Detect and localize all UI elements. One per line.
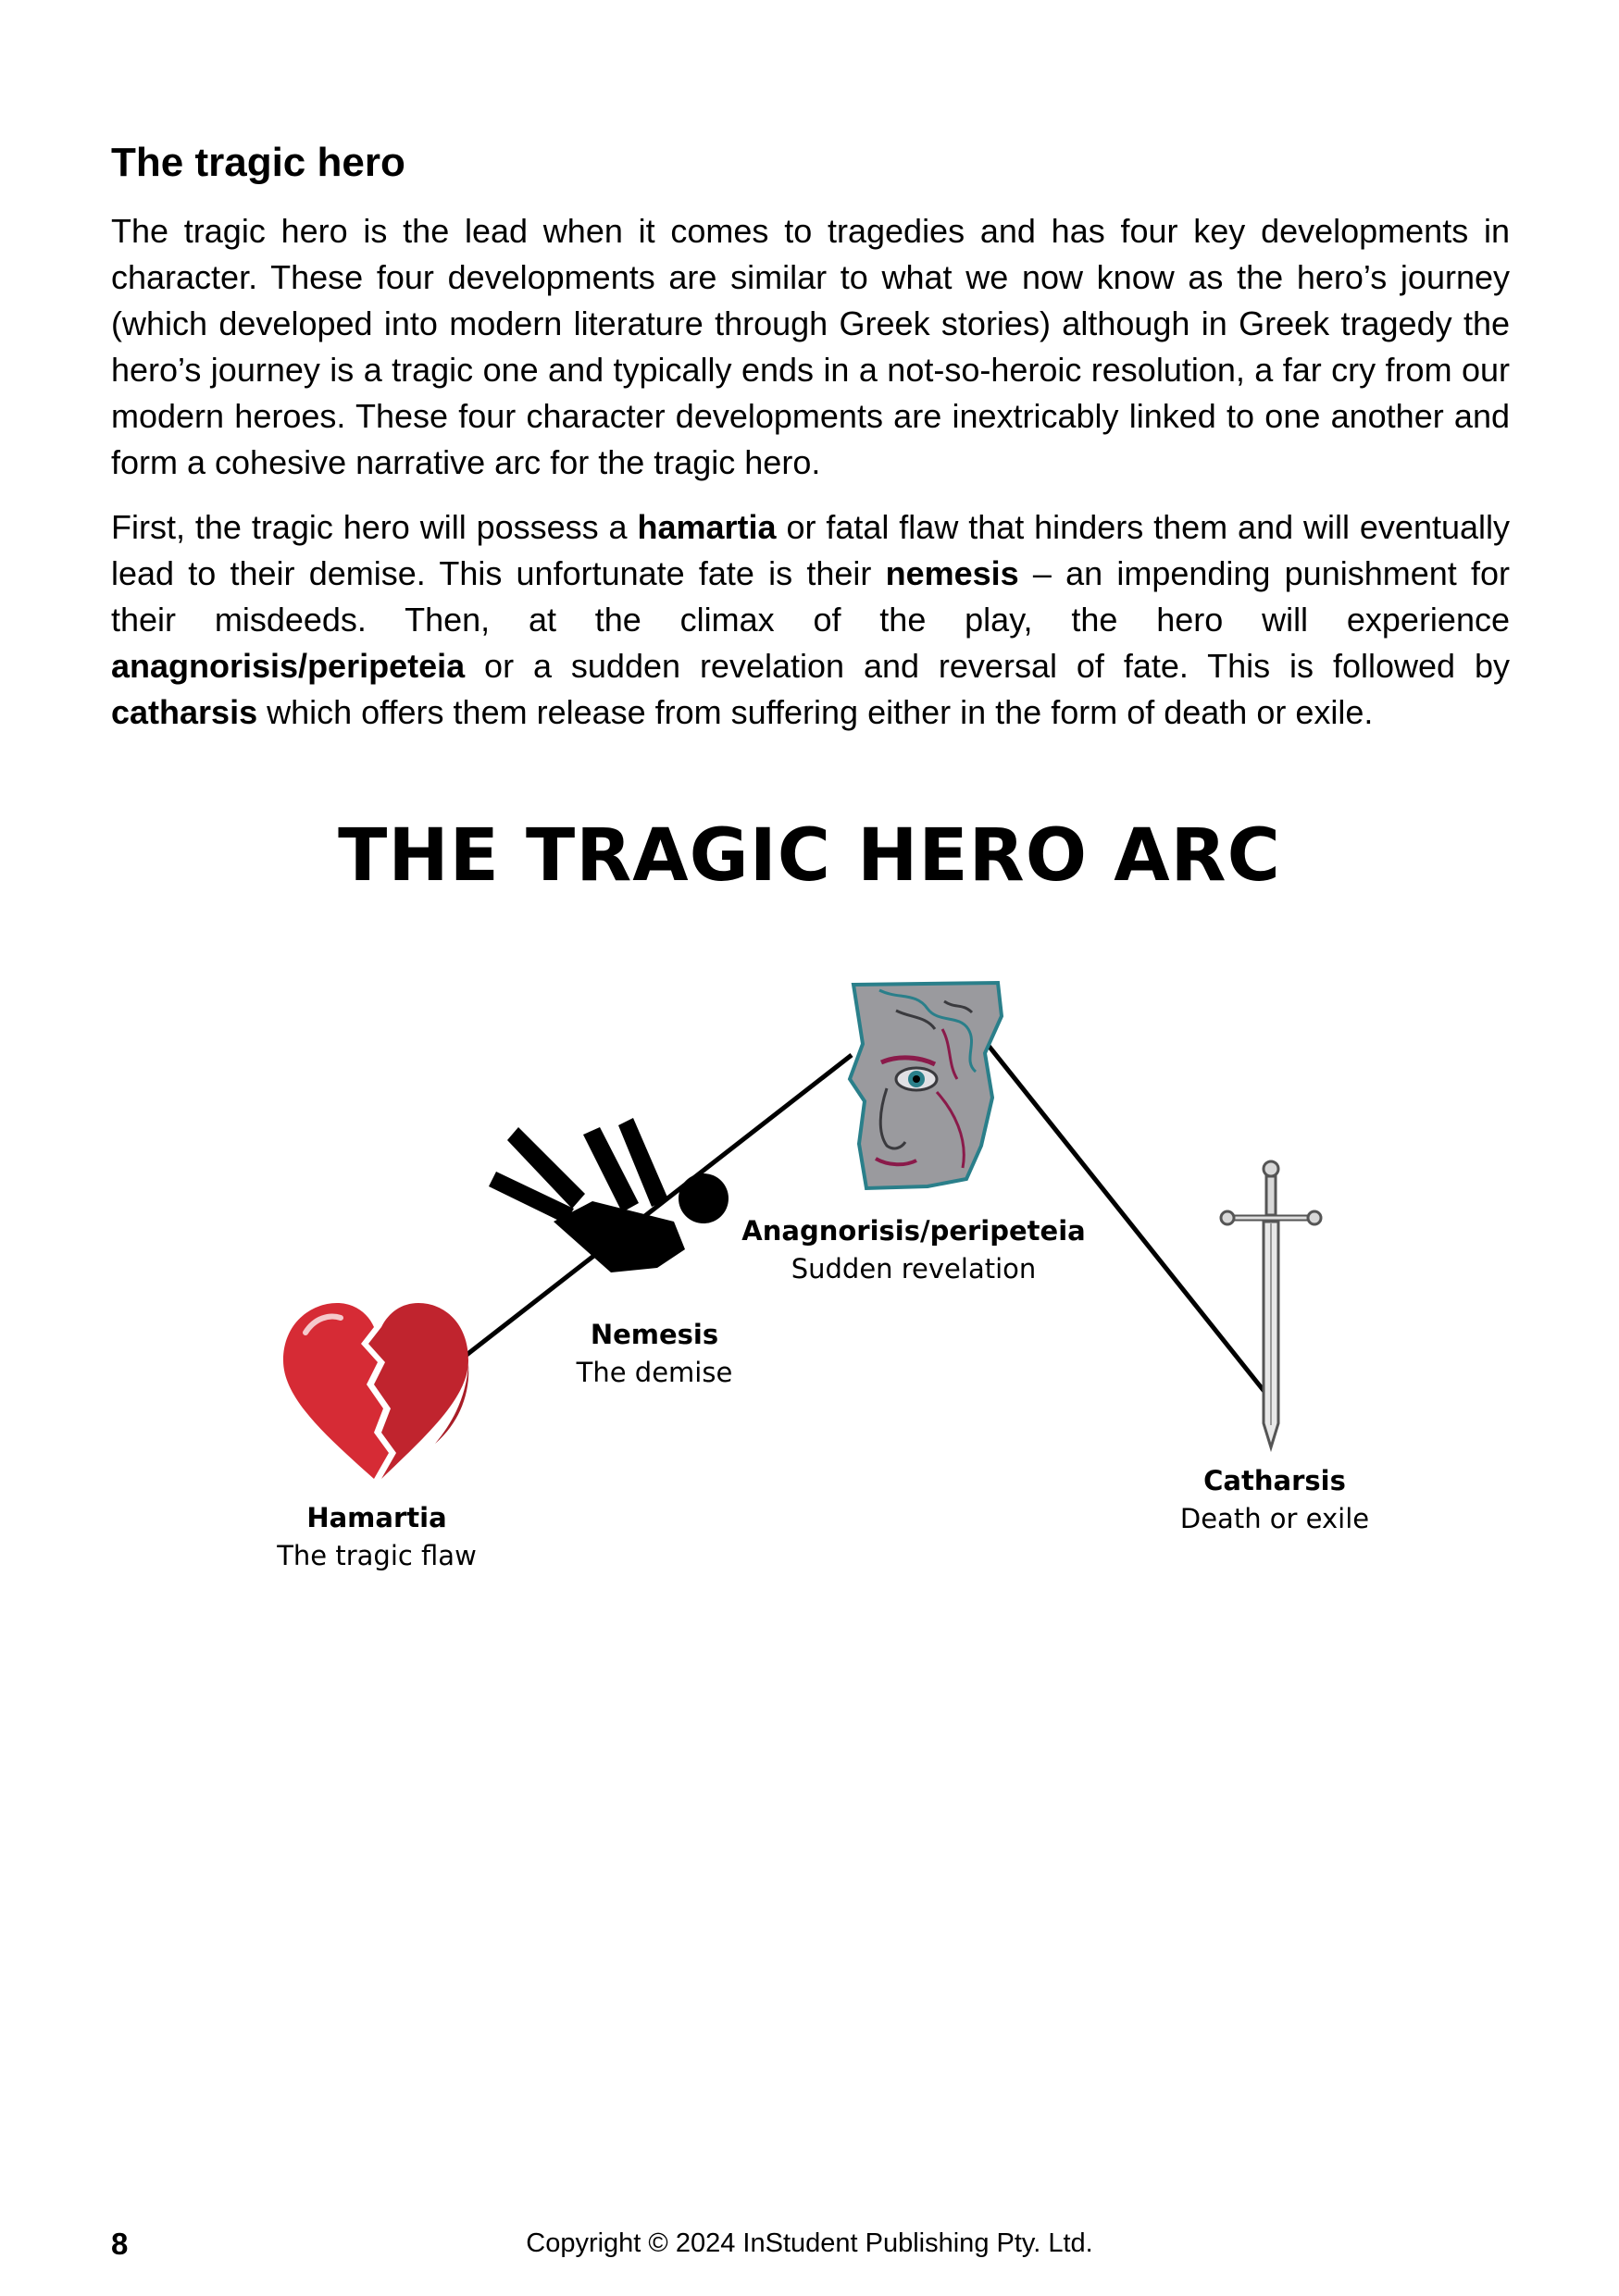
intro-paragraph: The tragic hero is the lead when it comes to tragedies and has four key developments in character. These four developments are similar to what we now know as the hero’s journey (which developed into modern literature through Greek stories) although in Greek tragedy the hero’s journey is a tragic one and typically ends in a not-so-heroic resolution, a far cry from our modern heroes. These four character developments are inextricably linked to one another and form a cohesive narrative arc for the tragic hero.: [111, 212, 1510, 481]
sword-icon: [1221, 1161, 1321, 1447]
paragraph-text: – an impending punishment for their misdeeds. Then, at the climax of the play, the hero will experience: [111, 554, 1510, 639]
paragraph-text: or a sudden revelation and reversal of fate. This is followed by: [465, 647, 1510, 685]
greek-statue-head-icon: [850, 983, 1002, 1188]
term-hamartia: hamartia: [637, 508, 777, 546]
stage-name: Anagnorisis/peripeteia: [741, 1215, 1086, 1247]
stage-description: The tragic flaw: [277, 1540, 477, 1571]
stage-description: The demise: [576, 1357, 733, 1388]
stage-label-catharsis: [1080, 1462, 1469, 1538]
term-nemesis: nemesis: [885, 554, 1019, 592]
paragraph-text: First, the tragic hero will possess a: [111, 508, 638, 546]
copyright-notice: Copyright © 2024 InStudent Publishing Pty. Ltd.: [526, 2228, 1093, 2258]
term-catharsis: catharsis: [111, 693, 258, 731]
stage-description: Death or exile: [1179, 1503, 1370, 1534]
page-number: 8: [111, 2227, 129, 2261]
stage-description: Sudden revelation: [791, 1253, 1037, 1285]
paragraph-text: or fatal flaw that hinders them and will eventually lead to their demise. This unfortunate fate is their: [111, 508, 1511, 592]
stage-name: Nemesis: [590, 1319, 719, 1350]
stage-label-anagnorisis: [719, 1212, 1108, 1288]
stage-label-nemesis: [460, 1316, 849, 1392]
term-anagnorisis: anagnorisis/peripeteia: [111, 647, 466, 685]
section-heading: The tragic hero: [111, 140, 405, 185]
paragraph-text: which offers them release from suffering either in the form of death or exile.: [257, 693, 1374, 731]
stages-paragraph: [111, 504, 1510, 736]
stage-name: Hamartia: [306, 1502, 447, 1533]
stage-label-hamartia: [182, 1499, 571, 1575]
diagram-title: THE TRAGIC HERO ARC: [338, 814, 1281, 898]
falling-person-icon: [489, 1118, 729, 1272]
broken-heart-icon: [283, 1303, 468, 1479]
stage-name: Catharsis: [1203, 1465, 1346, 1496]
